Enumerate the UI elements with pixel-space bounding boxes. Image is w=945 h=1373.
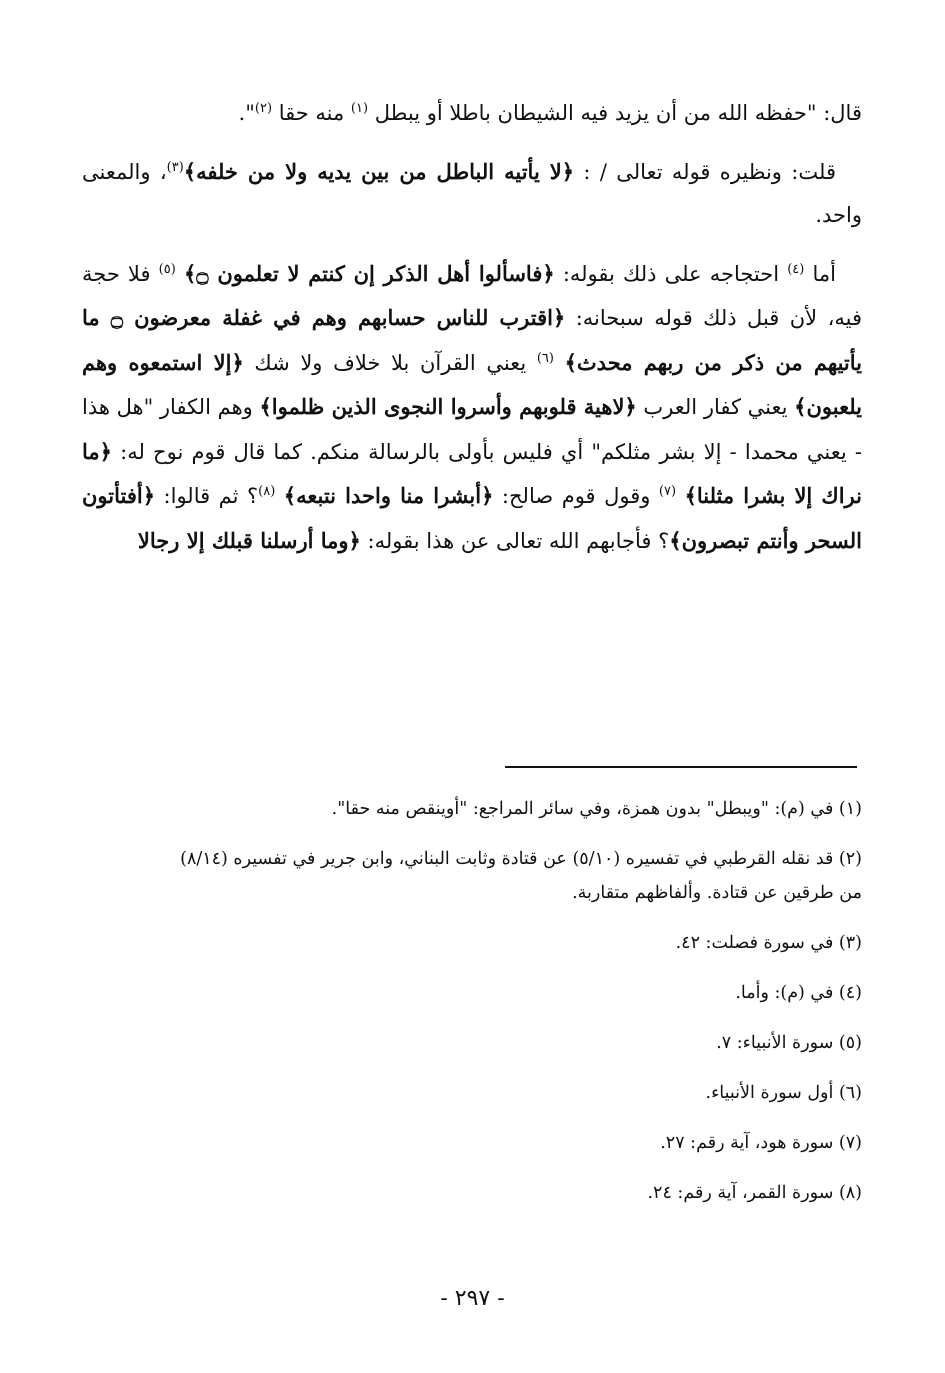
footnote-ref: (٢) xyxy=(254,101,273,116)
text-segment: وقول قوم صالح: xyxy=(493,484,659,508)
footnote xyxy=(82,926,862,960)
text-segment: ؟ فأجابهم الله تعالى عن هذا بقوله: xyxy=(360,528,670,553)
main-text xyxy=(82,92,862,577)
footnote-line: (٨) سورة القمر، آية رقم: ٢٤. xyxy=(647,1183,862,1203)
footnote-line: (٥) سورة الأنبياء: ٧. xyxy=(716,1033,862,1053)
text-segment: ، والمعنى واحد. xyxy=(82,159,862,227)
quran-quote: ﴿ما نراك إلا بشرا مثلنا﴾ xyxy=(82,438,862,508)
footnote xyxy=(82,792,862,826)
footnote-line: (٤) في (م): وأما. xyxy=(735,983,862,1003)
quran-quote: ﴿إلا استمعوه وهم يلعبون﴾ xyxy=(82,349,862,419)
footnote-ref: (٧) xyxy=(658,484,677,499)
text-segment: وهم الكفار "هل هذا - يعني محمدا - إلا بشر مثلكم" أي فليس بأولى بالرسالة منكم. كما قال قوم نوح له: xyxy=(82,395,862,464)
text-segment: قال: "حفظه الله من أن يزيد فيه الشيطان باطلا أو يبطل xyxy=(368,101,862,125)
footnote-ref: (٦) xyxy=(536,350,554,366)
footnote xyxy=(82,976,862,1010)
footnote-line: (٢) قد نقله القرطبي في تفسيره (٥/١٠) عن قتادة وثابت البناني، وابن جرير في تفسيره (٨/١٤) xyxy=(180,849,862,869)
footnotes xyxy=(82,792,862,1226)
quran-quote: ﴿اقترب للناس حسابهم وهم في غفلة معرضون ۝ ما يأتيهم من ذكر من ربهم محدث﴾ xyxy=(82,305,862,375)
footnote-ref: (٥) xyxy=(158,261,176,277)
footnote-ref: (٤) xyxy=(787,261,805,277)
footnote-ref: (٨) xyxy=(258,484,276,499)
quran-quote: ﴿وما أرسلنا قبلك إلا رجالا xyxy=(137,527,361,553)
quran-quote: ﴿أفتأتون السحر وأنتم تبصرون﴾ xyxy=(82,483,862,553)
text-segment: قلت: ونظيره قوله تعالى / : xyxy=(574,159,836,184)
footnote-line: (١) في (م): "ويبطل" بدون همزة، وفي سائر المراجع: "أوينقص منه حقا". xyxy=(331,799,862,819)
text-segment xyxy=(554,351,565,375)
text-segment xyxy=(676,484,685,508)
footnote-line: (٣) في سورة فصلت: ٤٢. xyxy=(675,933,862,953)
quran-quote: ﴿فاسألوا أهل الذكر إن كنتم لا تعلمون ۝﴾ xyxy=(183,260,555,286)
paragraph xyxy=(82,252,862,564)
footnote xyxy=(82,1126,862,1160)
text-segment: ". xyxy=(238,101,255,125)
footnote xyxy=(82,1176,862,1210)
footnote-ref: (٣) xyxy=(166,159,184,175)
quran-quote: ﴿لا يأتيه الباطل من بين يديه ولا من خلفه﴾ xyxy=(183,158,575,184)
text-segment: يعني القرآن بلا خلاف ولا شك xyxy=(243,350,537,375)
quran-quote: ﴿لاهية قلوبهم وأسروا النجوى الذين ظلموا﴾ xyxy=(259,394,637,419)
footnote-line: (٦) أول سورة الأنبياء. xyxy=(705,1083,862,1103)
footnote xyxy=(82,1026,862,1060)
text-segment: أما xyxy=(804,261,836,286)
quran-quote: ﴿أبشرا منا واحدا نتبعه﴾ xyxy=(283,483,494,508)
text-segment: يعني كفار العرب xyxy=(636,395,795,419)
text-segment xyxy=(176,262,184,286)
footnote-separator xyxy=(505,766,857,768)
paragraph xyxy=(82,150,862,238)
text-segment xyxy=(275,484,284,508)
page-number: - ٢٩٧ - xyxy=(440,1286,505,1311)
footnote-line: من طرقين عن قتادة. وألفاظهم متقاربة. xyxy=(572,883,862,903)
text-segment: احتجاجه على ذلك بقوله: xyxy=(554,261,788,286)
text-segment: ؟ ثم قالوا: xyxy=(155,484,259,508)
text-segment: فلا حجة فيه، لأن قبل ذلك قوله سبحانه: xyxy=(82,261,862,330)
footnote xyxy=(82,1076,862,1110)
paragraph xyxy=(82,92,862,136)
footnote-ref: (١) xyxy=(350,101,369,116)
footnote-line: (٧) سورة هود، آية رقم: ٢٧. xyxy=(660,1133,862,1153)
text-segment: منه حقا xyxy=(272,101,351,125)
footnote xyxy=(82,842,862,910)
